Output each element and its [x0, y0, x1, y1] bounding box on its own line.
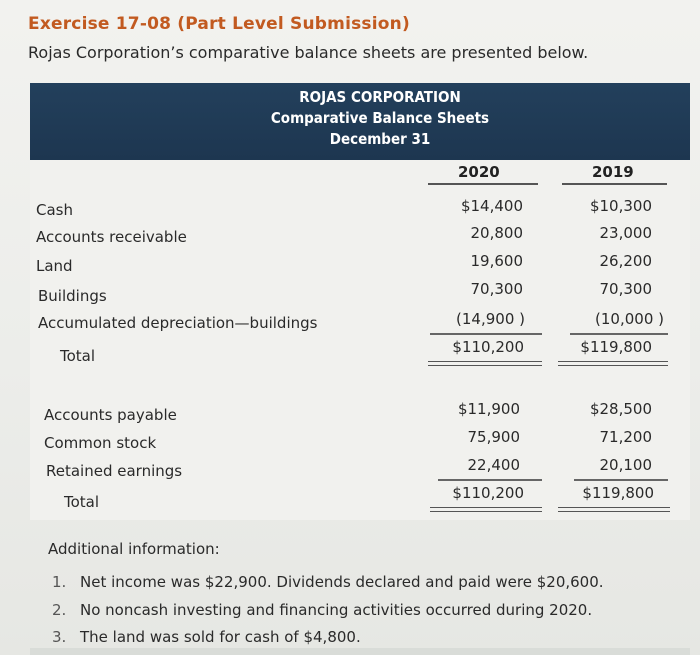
- value-2020: 22,400: [467, 456, 520, 474]
- value-2020: $11,900: [457, 400, 520, 418]
- item-number: 3.: [52, 628, 67, 646]
- item-number: 2.: [52, 601, 67, 619]
- double-rule-2020: [430, 507, 542, 512]
- header-underline-2020: [428, 183, 538, 185]
- value-2019: 26,200: [599, 252, 652, 270]
- row-label: Accounts receivable: [36, 228, 187, 246]
- total-label: Total: [64, 493, 100, 511]
- subtotal-rule-2019: [574, 479, 668, 481]
- subtotal-rule-2019: [570, 333, 668, 335]
- double-rule-2019: [558, 507, 670, 512]
- row-label: Cash: [36, 201, 73, 219]
- statement-header: [30, 83, 690, 160]
- row-label: Accumulated depreciation—buildings: [38, 314, 318, 332]
- double-rule-2019: [558, 361, 668, 366]
- value-2020: (14,900 ): [456, 310, 525, 328]
- column-header-2019: 2019: [592, 163, 634, 181]
- header-underline-2019: [562, 183, 667, 185]
- item-text: No noncash investing and financing activities occurred during 2020.: [80, 601, 593, 619]
- exercise-subtitle: Rojas Corporation’s comparative balance sheets are presented below.: [28, 43, 589, 62]
- value-2020: 20,800: [470, 224, 523, 242]
- row-label: Retained earnings: [46, 462, 183, 480]
- value-2020: 70,300: [470, 280, 523, 298]
- column-header-2020: 2020: [458, 163, 500, 181]
- item-text: Net income was $22,900. Dividends declared and paid were $20,600.: [80, 573, 604, 591]
- subtotal-rule-2020: [430, 333, 542, 335]
- item-text: The land was sold for cash of $4,800.: [80, 628, 361, 646]
- list-item: [52, 628, 361, 646]
- row-label: Buildings: [38, 287, 107, 305]
- row-label: Common stock: [44, 434, 157, 452]
- double-rule-2020: [428, 361, 542, 366]
- item-number: 1.: [52, 573, 67, 591]
- bottom-edge: [30, 648, 690, 655]
- value-2019: 23,000: [599, 224, 652, 242]
- value-2020: $14,400: [460, 197, 523, 215]
- value-2019: 71,200: [599, 428, 652, 446]
- exercise-title: Exercise 17-08 (Part Level Submission): [28, 14, 410, 34]
- value-2019: 70,300: [599, 280, 652, 298]
- statement-name: Comparative Balance Sheets: [270, 109, 490, 127]
- row-label: Land: [36, 257, 73, 275]
- value-2020: 19,600: [470, 252, 523, 270]
- total-2020: $110,200: [452, 484, 524, 502]
- list-item: [52, 573, 604, 591]
- value-2019: $28,500: [589, 400, 652, 418]
- statement-date: December 31: [329, 130, 431, 148]
- balance-sheet-table: [30, 160, 690, 520]
- total-2019: $119,800: [580, 338, 652, 356]
- value-2019: (10,000 ): [595, 310, 664, 328]
- value-2019: 20,100: [599, 456, 652, 474]
- additional-info-title: Additional information:: [48, 540, 220, 558]
- total-2019: $119,800: [582, 484, 654, 502]
- row-label: Accounts payable: [44, 406, 177, 424]
- list-item: [52, 601, 592, 619]
- subtotal-rule-2020: [438, 479, 542, 481]
- total-2020: $110,200: [452, 338, 524, 356]
- value-2020: 75,900: [467, 428, 520, 446]
- company-name: ROJAS CORPORATION: [299, 88, 461, 106]
- value-2019: $10,300: [589, 197, 652, 215]
- total-label: Total: [60, 347, 96, 365]
